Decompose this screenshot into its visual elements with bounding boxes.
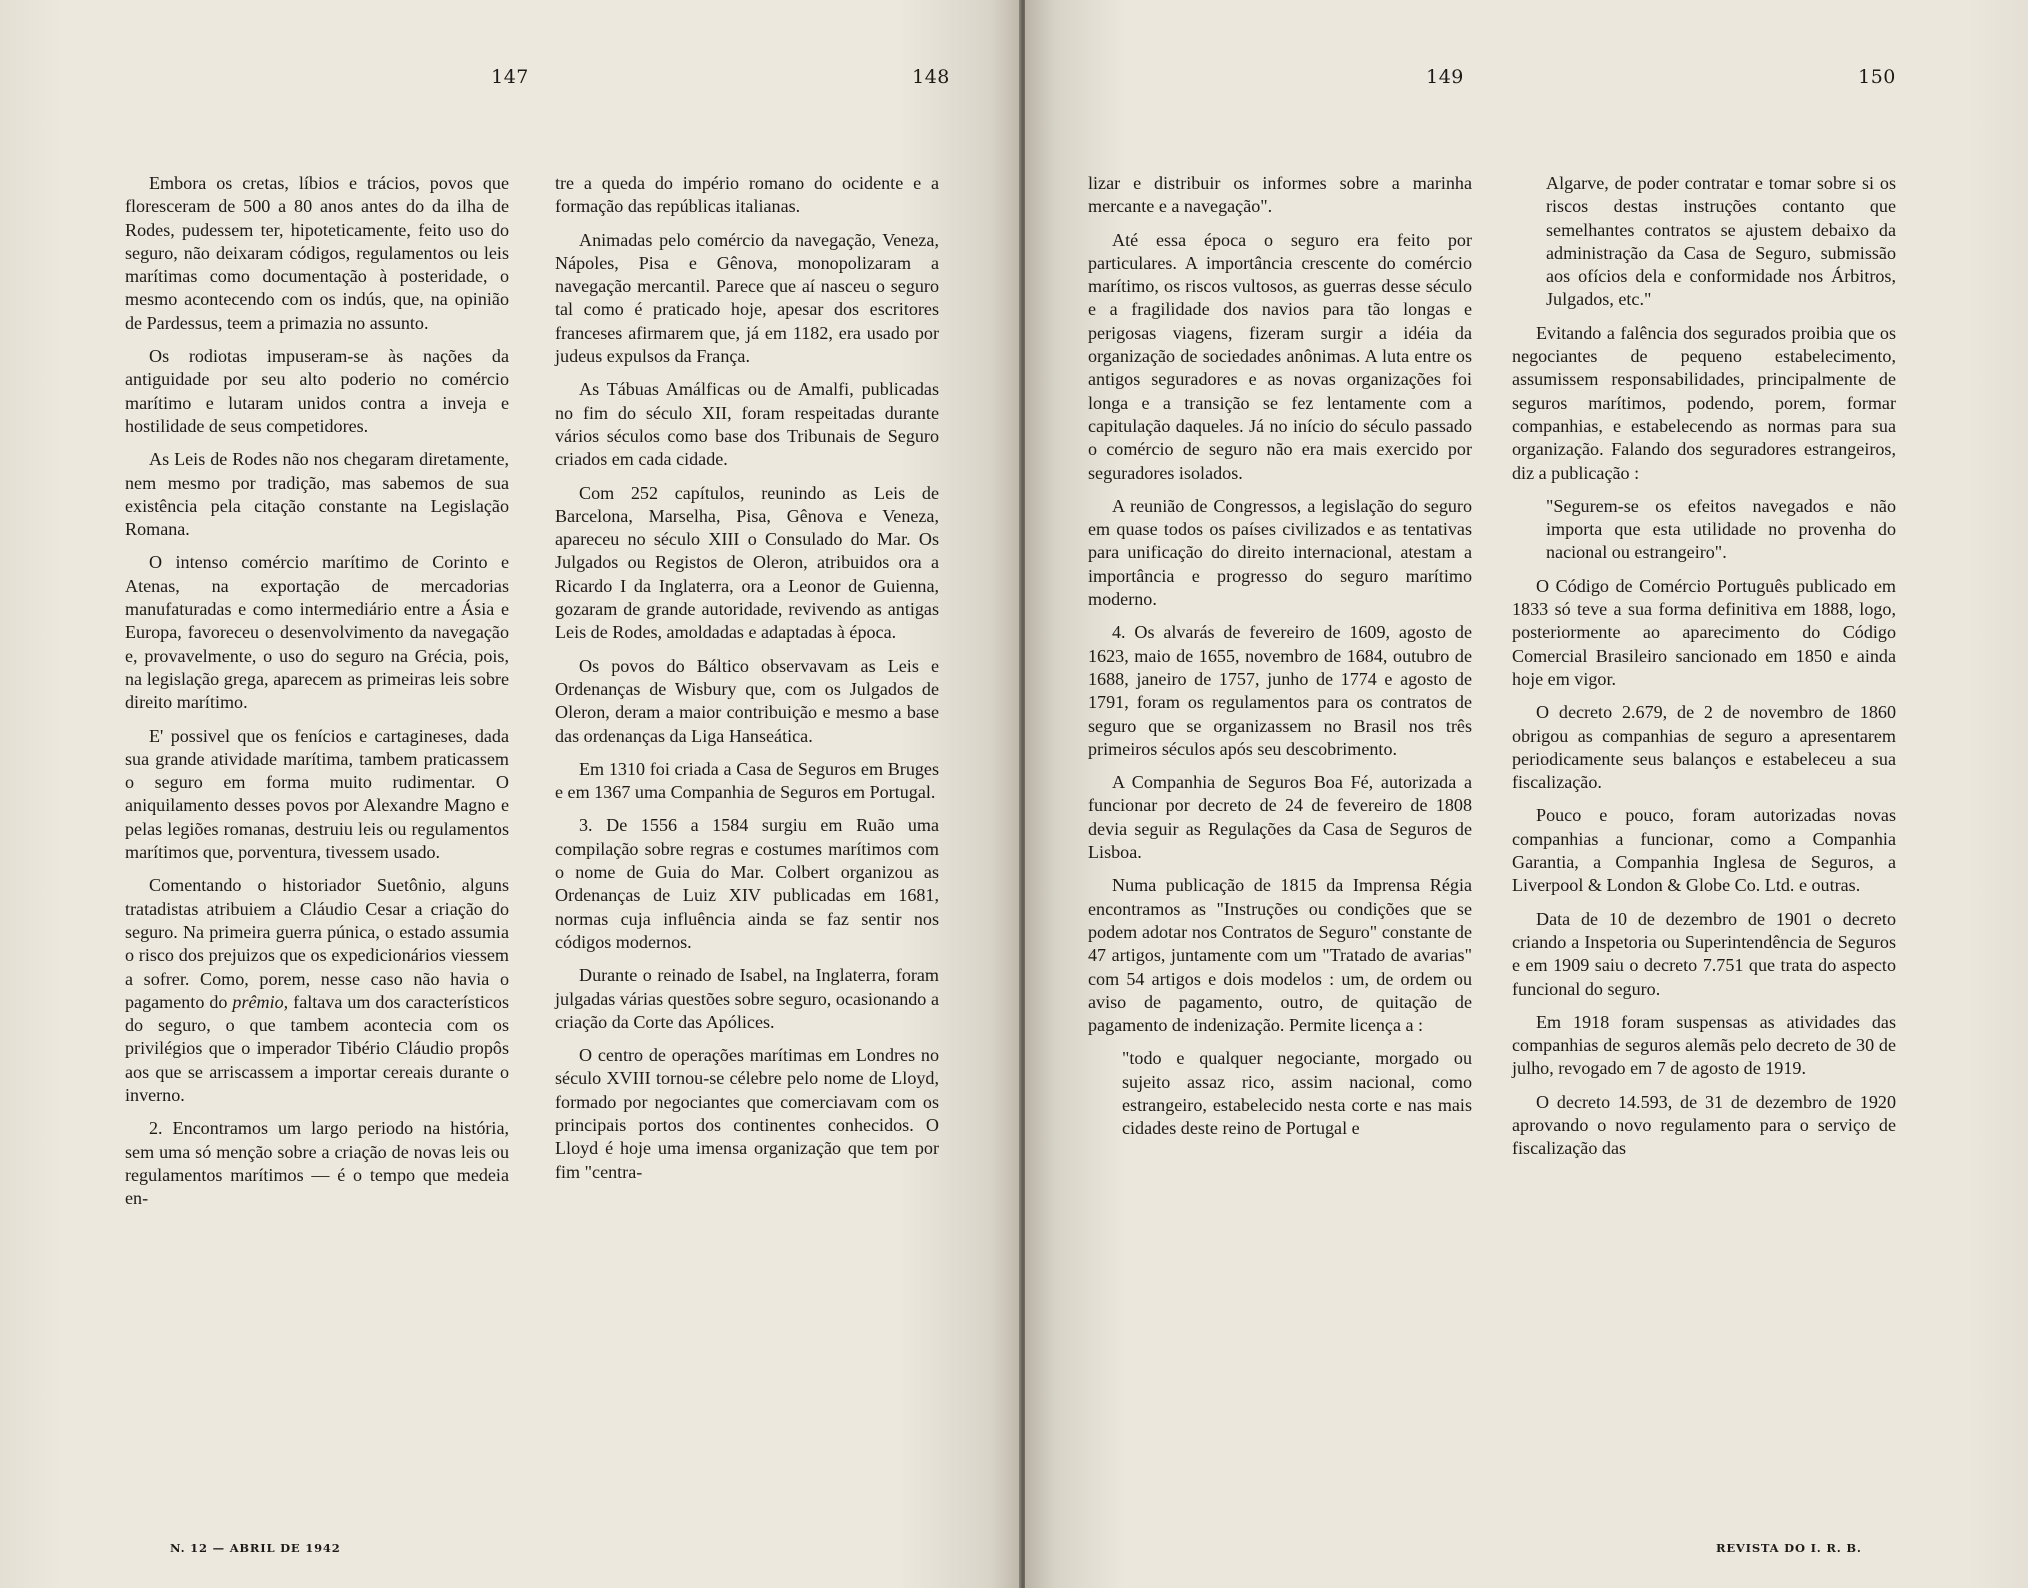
paragraph: O decreto 2.679, de 2 de novembro de 1860 obrigou as companhias de seguro a apresentarem periodicamente seus balanços e estabeleceu a sua fiscalização. [1512,702,1896,793]
paragraph: Com 252 capítulos, reunindo as Leis de Barcelona, Marselha, Pisa, Gênova e Veneza, apareceu no século XIII o Consulado do Mar. Os Julgados ou Registos de Oleron, atribuidos ora a Ricardo I da Inglaterra, ora a Leonor de Guienna, gozaram de grande autoridade, revivendo as antigas Leis de Rodes, amoldadas e adaptadas à época. [555,482,939,643]
italic-term: prêmio, [232,991,289,1012]
paragraph: Pouco e pouco, foram autorizadas novas companhias a funcionar, como a Companhia Garantia, a Companhia Inglesa de Seguros, a Liverpool & London & Globe Co. Ltd. e outras. [1512,805,1896,896]
right-page [1025,0,2028,1588]
quote-paragraph: "Segurem-se os efeitos navegados e não importa que esta utilidade no provenha do nacional ou estrangeiro". [1546,495,1896,563]
paragraph: Animadas pelo comércio da navegação, Veneza, Nápoles, Pisa e Gênova, monopolizaram a navegação mercantil. Parece que aí nasceu o seguro tal como é praticado hoje, apesar dos escritores franceses afirmarem que, já em 1182, era usado por judeus expulsos da França. [555,229,939,367]
paragraph: E' possivel que os fenícios e cartagineses, dada sua grande atividade marítima, tambem praticassem o seguro em forma muito rudimentar. O aniquilamento desses povos por Alexandre Magno e pelas legiões romanas, destruiu leis ou regulamentos marítimos que, porventura, tivessem usado. [125,725,509,863]
quote-paragraph: "todo e qualquer negociante, morgado ou sujeito assaz rico, assim nacional, como estrangeiro, estabelecido nesta corte e nas mais cidades deste reino de Portugal e [1122,1048,1472,1139]
paragraph: 4. Os alvarás de fevereiro de 1609, agosto de 1623, maio de 1655, novembro de 1684, outubro de 1688, janeiro de 1757, junho de 1774 e agosto de 1791, foram os regulamentos para os contratos de seguro que se organizassem no Brasil nos três primeiros séculos após seu descobrimento. [1088,622,1472,759]
paragraph: Data de 10 de dezembro de 1901 o decreto criando a Inspetoria ou Superintendência de Seguros e em 1909 saiu o decreto 7.751 que trata do aspecto funcional do seguro. [1512,908,1896,999]
quote-paragraph: Algarve, de poder contratar e tomar sobre si os riscos destas instruções contanto que semelhantes contratos se ajustem debaixo da administração da Casa de Seguro, submissão aos ofícios dela e conformidade nos Árbitros, Julgados, etc." [1546,173,1896,310]
column-147 [125,172,509,1220]
paragraph: Os rodiotas impuseram-se às nações da antiguidade por seu alto poderio no comércio marítimo e lutaram unidos contra a inveja e hostilidade de seus competidores. [125,346,509,436]
paragraph: Numa publicação de 1815 da Imprensa Régia encontramos as "Instruções ou condições que se podem adotar nos Contratos de Seguro" constante de 47 artigos, juntamente com um "Tratado de avarias" com 54 artigos e dois modelos : um, de ordem ou aviso de pagamento, outro, de quitação de pagamento de indenização. Permite licença a : [1088,875,1472,1036]
paragraph: Em 1918 foram suspensas as atividades das companhias de seguros alemãs pelo decreto de 30 de julho, revogado em 7 de agosto de 1919. [1512,1011,1896,1079]
paragraph [125,874,509,1107]
page-number-147: 147 [491,66,529,88]
paragraph: A reunião de Congressos, a legislação do seguro em quase todos os países civilizados e as tentativas para unificação do direito internacional, atestam a importância e progresso do seguro marítimo moderno. [1088,495,1472,610]
paragraph: tre a queda do império romano do ocidente e a formação das repúblicas italianas. [555,173,939,217]
footer-journal: REVISTA DO I. R. B. [1716,1541,1862,1555]
column-148 [555,172,939,1194]
footer-issue: N. 12 — ABRIL DE 1942 [170,1541,341,1555]
paragraph-text: faltava um dos característicos do seguro, o que tambem acontecia com os privilégios que o imperador Tibério Cláudio propôs aos que se arriscassem a importar cereais durante o inverno. [125,991,509,1105]
paragraph: lizar e distribuir os informes sobre a marinha mercante e a navegação". [1088,173,1472,217]
page-number-150: 150 [1858,66,1896,88]
column-150 [1512,172,1896,1171]
paragraph: O decreto 14.593, de 31 de dezembro de 1920 aprovando o novo regulamento para o serviço de fiscalização das [1512,1091,1896,1159]
paragraph: Em 1310 foi criada a Casa de Seguros em Bruges e em 1367 uma Companhia de Seguros em Portugal. [555,758,939,803]
paragraph: As Tábuas Amálficas ou de Amalfi, publicadas no fim do século XII, foram respeitadas durante vários séculos como base dos Tribunais de Seguro criados em cada cidade. [555,379,939,470]
paragraph: O Código de Comércio Português publicado em 1833 só teve a sua forma definitiva em 1888, logo, posteriormente ao aparecimento do Código Comercial Brasileiro sancionado em 1850 e ainda hoje em vigor. [1512,575,1896,689]
paragraph: As Leis de Rodes não nos chegaram diretamente, nem mesmo por tradição, mas sabemos de sua existência pela citação constante na Legislação Romana. [125,449,509,540]
paragraph: 2. Encontramos um largo periodo na história, sem uma só menção sobre a criação de novas leis ou regulamentos marítimos — é o tempo que medeia en- [125,1118,509,1209]
paragraph: Evitando a falência dos segurados proibia que os negociantes de pequeno estabelecimento, assumissem responsabilidades, principalmente de seguros marítimos, podendo, porem, formar companhias, e estabelecendo as normas para sua organização. Falando dos seguradores estrangeiros, diz a publicação : [1512,322,1896,483]
paragraph: O centro de operações marítimas em Londres no século XVIII tornou-se célebre pelo nome de Lloyd, formado por negociantes que comerciavam com os principais portos dos continentes conhecidos. O Lloyd é hoje uma imensa organização que tem por fim "centra- [555,1045,939,1182]
paragraph-text: Comentando o historiador Suetônio, alguns tratadistas atribuiem a Cláudio Cesar a criação do seguro. Na primeira guerra púnica, o estado assumia o risco dos prejuizos que os expedicionários viessem a sofrer. Como, porem, nesse caso não havia o pagamento do [125,875,509,1012]
paragraph: O intenso comércio marítimo de Corinto e Atenas, na exportação de mercadorias manufaturadas e como intermediário entre a Ásia e Europa, favoreceu o desenvolvimento da navegação e, provavelmente, o uso do seguro na Grécia, pois, na legislação grega, aparecem as primeiras leis sobre direito marítimo. [125,552,509,713]
paragraph: Até essa época o seguro era feito por particulares. A importância crescente do comércio marítimo, os riscos vultosos, as guerras desse século e a fragilidade dos navios para tão longas e perigosas viagens, fizeram surgir a idéia da organização de sociedades anônimas. A luta entre os antigos seguradores e as novas organizações foi longa e a transição se fez lentamente com a capitulação daqueles. Já no início do século passado o comércio de seguro não era mais exercido por seguradores isolados. [1088,229,1472,483]
paragraph: Os povos do Báltico observavam as Leis e Ordenanças de Wisbury que, com os Julgados de Oleron, deram a maior contribuição e mesmo a base das ordenanças da Liga Hanseática. [555,655,939,746]
paragraph: 3. De 1556 a 1584 surgiu em Ruão uma compilação sobre regras e costumes marítimos com o nome de Guia do Mar. Colbert organizou as Ordenanças de Luiz XIV publicadas em 1681, normas cuja influência ainda se faz sentir nos códigos modernos. [555,815,939,952]
page-number-148: 148 [912,66,950,88]
paragraph: Embora os cretas, líbios e trácios, povos que floresceram de 500 a 80 anos antes do da ilha de Rodes, pudessem ter, hipoteticamente, feito uso do seguro, não deixaram códigos, regulamentos ou leis marítimas como documentação à posteridade, o mesmo acontecendo com os indús, que, na opinião de Pardessus, teem a primazia no assunto. [125,173,509,333]
page-number-149: 149 [1426,66,1464,88]
paragraph: Durante o reinado de Isabel, na Inglaterra, foram julgadas várias questões sobre seguro, ocasionando a criação da Corte das Apólices. [555,965,939,1032]
column-149 [1088,172,1472,1151]
paragraph: A Companhia de Seguros Boa Fé, autorizada a funcionar por decreto de 24 de fevereiro de 1808 devia seguir as Regulações da Casa de Seguros de Lisboa. [1088,772,1472,863]
